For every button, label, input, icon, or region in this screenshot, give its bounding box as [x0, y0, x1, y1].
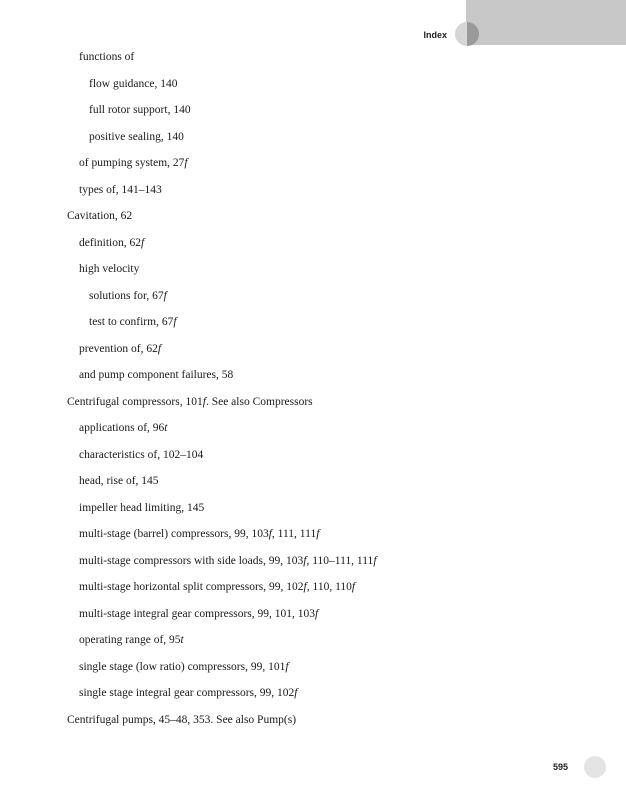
index-entry — [79, 421, 167, 435]
index-entry — [79, 660, 289, 674]
index-entry — [79, 607, 318, 621]
index-entry — [67, 209, 132, 223]
index-entry — [79, 554, 377, 568]
index-entry-text: prevention of, 62 — [79, 342, 158, 355]
index-entry — [79, 501, 204, 515]
index-entry-italic: f — [316, 528, 320, 540]
index-entry-text: characteristics of, 102–104 — [79, 448, 204, 461]
index-entry-text: positive sealing, 140 — [89, 130, 184, 143]
index-entry — [79, 686, 297, 700]
index-entry — [79, 236, 144, 250]
index-entry-italic: f — [303, 581, 307, 593]
index-entry-italic: f — [157, 342, 162, 355]
index-entry-text: of pumping system, 27 — [79, 157, 185, 169]
index-entry-text: high velocity — [79, 263, 140, 275]
index-entry-text: , 110, 110 — [306, 581, 352, 593]
index-entry-text: functions of — [79, 51, 135, 63]
page-number: 595 — [553, 762, 569, 772]
index-entry — [79, 156, 188, 170]
running-header: Index — [423, 30, 447, 40]
index-entry-text: test to confirm, 67 — [89, 316, 174, 328]
index-entry — [79, 368, 233, 382]
index-entry-text: head, rise of, 145 — [79, 475, 159, 487]
index-entry-text: solutions for, 67 — [89, 289, 164, 302]
index-entry — [79, 633, 184, 647]
index-entry-italic: t — [180, 634, 184, 646]
index-entry-text: multi-stage compressors with side loads, 99, 103 — [79, 554, 304, 567]
index-entry — [89, 289, 167, 303]
index-entry — [89, 315, 177, 329]
index-entry — [79, 183, 162, 197]
index-entry-italic: f — [294, 687, 298, 699]
index-entry — [79, 50, 134, 64]
index-entry-italic: f — [140, 236, 145, 249]
index-entry-italic: f — [351, 581, 356, 593]
index-entry-text: single stage integral gear compressors, 99, 102 — [79, 687, 295, 699]
index-entry — [89, 130, 184, 144]
index-entry — [67, 395, 313, 409]
index-entry-italic: f — [202, 395, 206, 408]
index-entry-italic: t — [164, 422, 168, 434]
index-entry-text: definition, 62 — [79, 236, 141, 249]
index-entry-text: , 111, 111 — [271, 528, 317, 540]
index-entry-text: . See also Compressors — [205, 395, 313, 408]
footer-circle-icon — [584, 756, 606, 778]
index-entry — [79, 342, 161, 356]
index-entry-text: and pump component failures, 58 — [79, 369, 234, 381]
index-entry-text: Centrifugal pumps, 45–48, 353. See also Pump(s) — [67, 713, 297, 726]
index-entry — [79, 474, 159, 488]
index-entry-italic: f — [285, 660, 289, 673]
index-entry-text: single stage (low ratio) compressors, 99, 101 — [79, 660, 286, 673]
index-entry-text: types of, 141–143 — [79, 183, 162, 196]
index-entry — [67, 713, 296, 727]
index-entry-italic: f — [373, 554, 377, 567]
index-entry-text: , 110–111, 111 — [306, 554, 374, 567]
index-entry-text: multi-stage horizontal split compressors, 99, 102 — [79, 581, 304, 593]
index-entry-italic: f — [268, 528, 272, 540]
index-entry-text: Centrifugal compressors, 101 — [67, 395, 203, 408]
index-entry-text: Cavitation, 62 — [67, 210, 133, 222]
index-entry-text: applications of, 96 — [79, 422, 165, 434]
index-entry — [79, 448, 203, 462]
index-entry-text: operating range of, 95 — [79, 634, 181, 646]
index-entry-italic: f — [315, 607, 319, 620]
index-entry — [79, 527, 319, 541]
index-entry — [89, 77, 177, 91]
index-entry-italic: f — [173, 316, 177, 328]
index-entry — [79, 262, 139, 276]
index-entry — [79, 580, 355, 594]
index-entry-italic: f — [163, 289, 167, 302]
index-entry-text: full rotor support, 140 — [89, 104, 191, 116]
index-entry-text: multi-stage integral gear compressors, 99, 101, 103 — [79, 607, 316, 620]
index-entry-text: multi-stage (barrel) compressors, 99, 103 — [79, 528, 269, 540]
index-entry-text: impeller head limiting, 145 — [79, 501, 205, 514]
index-entry-italic: f — [303, 554, 307, 567]
index-entry-italic: f — [184, 157, 188, 169]
index-entry-text: flow guidance, 140 — [89, 77, 178, 90]
index-entry — [89, 103, 191, 117]
